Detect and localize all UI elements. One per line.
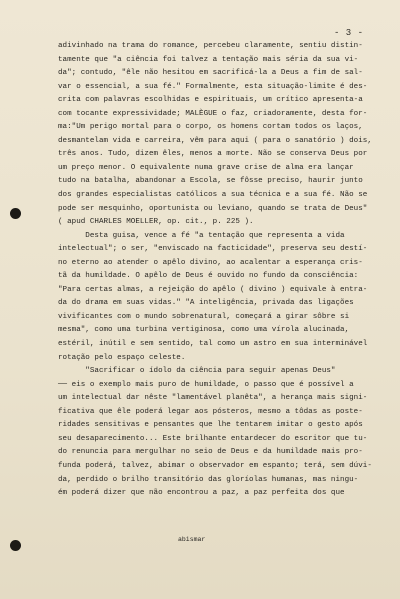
text-line: da, perdido o brilho transitório das gloríolas humanas, mas ningu- <box>58 475 359 484</box>
punch-hole <box>10 208 21 219</box>
text-line: Desta guisa, vence a fé "a tentação que representa a vida <box>58 231 345 240</box>
text-line: da"; contudo, "êle não hesitou em sacrificá-la a Deus a fim de sal- <box>58 69 363 78</box>
text-line: um preço menor. O equivalente numa grave crise de alma era lançar <box>58 163 354 172</box>
text-line: ficativa que êle poderá legar aos pósteros, mesmo a tôdas as poste- <box>58 407 363 416</box>
text-line: adivinhado na trama do romance, percebeu claramente, sentiu distin- <box>58 42 363 50</box>
text-line: dos grandes especialistas católicos a sua técnica e a sua fé. Não se <box>58 191 368 200</box>
punch-hole <box>10 540 21 551</box>
text-line: tamente que "a ciência foi talvez a tentação mais séria da sua vi- <box>58 55 359 64</box>
text-line: var o essencial, a sua fé." Formalmente, esta situação-limite é des- <box>58 82 368 91</box>
page-number: - 3 - <box>334 28 364 38</box>
text-line: um intelectual dar nêste "lamentável planêta", a herança mais signi- <box>58 394 368 403</box>
text-line: três anos. Tudo, dizem êles, menos a morte. Não se conserva Deus por <box>58 150 368 159</box>
text-line: tã da humildade. O apêlo de Deus é ouvido no fundo da consciência: <box>58 272 359 281</box>
interlinear-correction: abismar <box>178 536 206 543</box>
text-line: funda poderá, talvez, abimar o observador em espanto; terá, sem dúvi- <box>58 461 372 470</box>
text-line: vivificantes com o mundo sobrenatural, começará a girar sôbre si <box>58 312 350 321</box>
text-line: seu desaparecimento... Este brilhante entardecer do escritor que tu- <box>58 434 368 443</box>
text-line: tudo na batalha, abandonar a Escola, se fôsse preciso, haurir junto <box>58 177 363 186</box>
text-line: desmantelam vida e carreira, vêm para aqui ( para o sanatório ) dois, <box>58 136 372 145</box>
text-line: rotação pelo espaço celeste. <box>58 353 186 362</box>
text-line: pode ser mesquinho, oportunista ou leviano, quando se trata de Deus" <box>58 204 368 213</box>
text-line: no eterno ao atender o apêlo divino, ao acalentar a esperança cris- <box>58 258 363 267</box>
text-line: ── eis o exemplo mais puro de humildade, o passo que é possível a <box>58 380 354 389</box>
text-line: "Sacrificar o ídolo da ciência para seguir apenas Deus" <box>58 367 336 376</box>
body-text <box>58 40 378 501</box>
text-line: com tocante expressividade; MALÈGUE o faz, criadoramente, desta for- <box>58 109 368 118</box>
text-line: intelectual"; o ser, "enviscado na facticidade", preserva seu destí- <box>58 245 368 254</box>
text-line: ém poderá dizer que não encontrou a paz, a paz perfeita dos que <box>58 489 345 498</box>
text-line: crita com palavras escolhidas e espirituais, um crítico apresenta-a <box>58 96 363 105</box>
text-line: do renuncia para mergulhar no seio de Deus e da humildade mais pro- <box>58 448 363 457</box>
text-line: ridades sensitivas e pensantes que lhe tentarem imitar o gesto após <box>58 421 363 430</box>
text-line: "Para certas almas, a rejeição do apêlo ( divino ) equivale à entra- <box>58 285 368 294</box>
text-line: da do drama em suas vidas." "A inteligência, privada das ligações <box>58 299 354 308</box>
text-line: ( apud CHARLES MOELLER, op. cit., p. 225 ). <box>58 218 254 227</box>
text-line: mesma", como uma turbina vertiginosa, como uma vírola alucinada, <box>58 326 350 335</box>
text-line: ma:"Um perigo mortal para o corpo, os homens cortam todos os laços, <box>58 123 363 132</box>
text-line: estéril, inútil e sem sentido, tal como um astro em sua interminável <box>58 340 368 349</box>
